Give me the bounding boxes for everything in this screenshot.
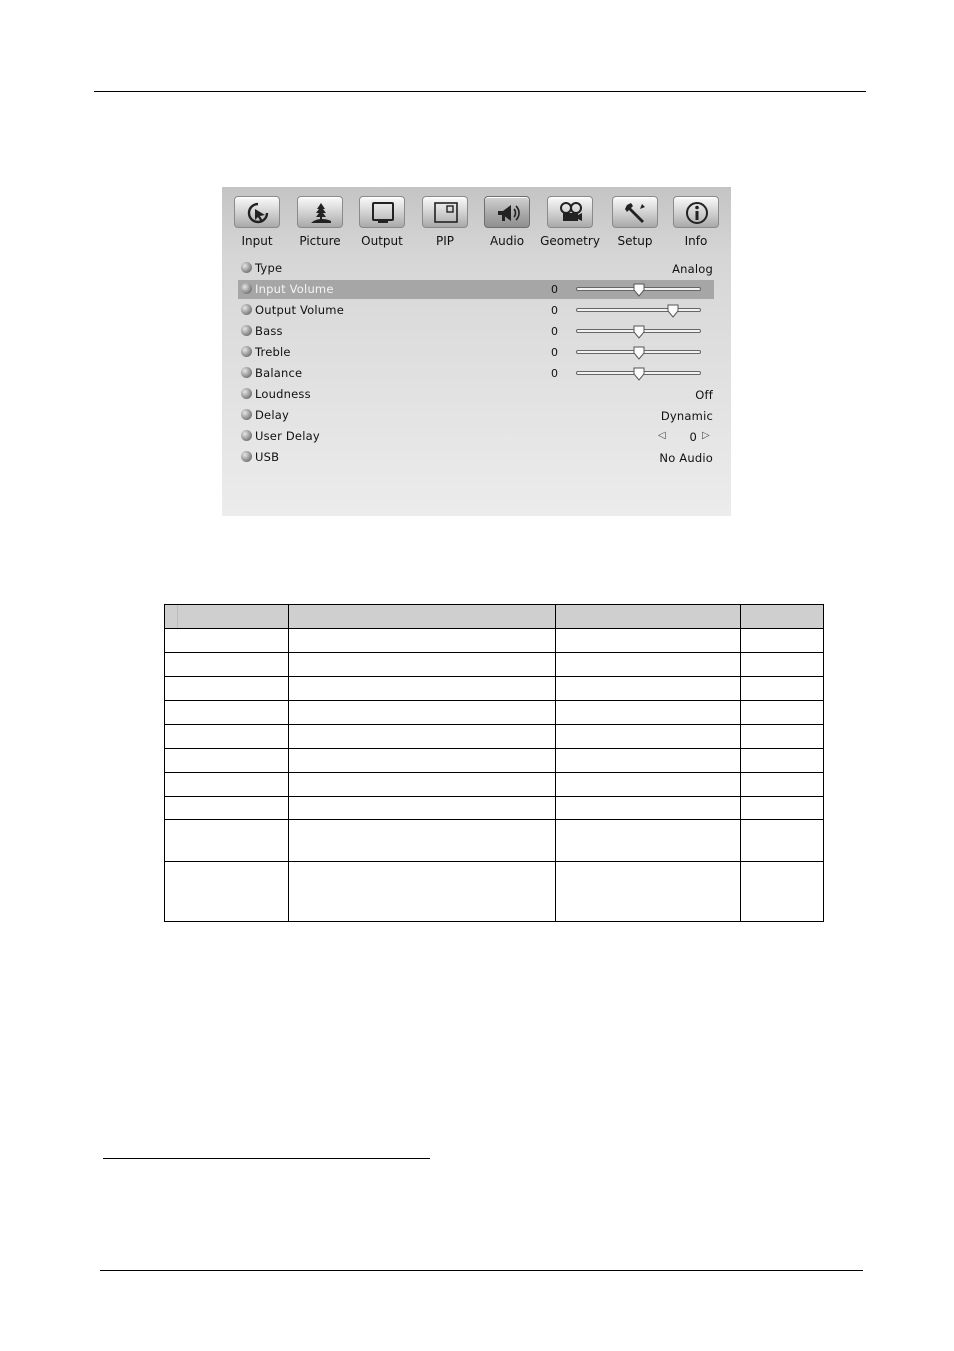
bullet-icon <box>241 367 252 378</box>
footer-rule <box>100 1270 863 1271</box>
treble-slider[interactable] <box>576 350 701 354</box>
bullet-icon <box>241 430 252 441</box>
table-row-divider <box>165 861 823 862</box>
table-row-divider <box>165 676 823 677</box>
arrow-left-icon[interactable]: ◁ <box>658 430 666 441</box>
stepper-value: 0 <box>689 430 697 444</box>
tab-label: Picture <box>299 234 341 248</box>
menu-row-input-volume[interactable] <box>238 280 714 299</box>
menu-row-usb[interactable] <box>238 448 714 467</box>
input-volume-slider[interactable] <box>576 287 701 291</box>
osd-tab-bar <box>222 187 731 257</box>
parameter-table <box>164 604 824 922</box>
tab-label: PIP <box>435 234 454 248</box>
tab-label: Info <box>684 234 708 248</box>
menu-row-label: User Delay <box>255 429 320 443</box>
bullet-icon <box>241 388 252 399</box>
slider-value: 0 <box>551 325 558 338</box>
table-row-divider <box>165 772 823 773</box>
bass-slider[interactable] <box>576 329 701 333</box>
cursor-icon <box>234 196 280 228</box>
tab-setup[interactable] <box>605 196 665 256</box>
landscape-icon <box>297 196 343 228</box>
slider-value: 0 <box>551 304 558 317</box>
monitor-icon <box>359 196 405 228</box>
menu-row-label: Treble <box>255 345 291 359</box>
balance-slider[interactable] <box>576 371 701 375</box>
info-icon <box>673 196 719 228</box>
slider-value: 0 <box>551 367 558 380</box>
slider-thumb[interactable] <box>633 324 645 338</box>
menu-row-label: Loudness <box>255 387 311 401</box>
table-row-divider <box>165 724 823 725</box>
arrow-right-icon[interactable]: ▷ <box>702 430 710 441</box>
menu-row-treble[interactable] <box>238 343 714 362</box>
tab-info[interactable] <box>666 196 726 256</box>
tab-label: Audio <box>489 234 525 248</box>
slider-thumb[interactable] <box>667 303 679 317</box>
tab-label: Setup <box>617 234 653 248</box>
menu-row-balance[interactable] <box>238 364 714 383</box>
table-row-divider <box>165 652 823 653</box>
tab-picture[interactable] <box>290 196 350 256</box>
pip-icon <box>422 196 468 228</box>
audio-osd-menu <box>222 187 731 516</box>
slider-thumb[interactable] <box>633 366 645 380</box>
output-volume-slider[interactable] <box>576 308 701 312</box>
menu-row-label: USB <box>255 450 280 464</box>
header-rule <box>94 91 866 92</box>
tab-label: Geometry <box>540 234 600 248</box>
menu-row-value: Dynamic <box>660 409 713 423</box>
tab-label: Input <box>241 234 273 248</box>
menu-row-label: Balance <box>255 366 303 380</box>
tools-icon <box>612 196 658 228</box>
menu-row-label: Delay <box>255 408 289 422</box>
speaker-icon <box>484 196 530 228</box>
tab-input[interactable] <box>227 196 287 256</box>
menu-row-label: Type <box>255 261 283 275</box>
table-row-divider <box>165 819 823 820</box>
slider-thumb[interactable] <box>633 282 645 296</box>
slider-thumb[interactable] <box>633 345 645 359</box>
menu-row-output-volume[interactable] <box>238 301 714 320</box>
bullet-icon <box>241 262 252 273</box>
tab-geometry[interactable] <box>540 196 600 256</box>
bullet-icon <box>241 451 252 462</box>
menu-row-loudness[interactable] <box>238 385 714 404</box>
menu-row-delay[interactable] <box>238 406 714 425</box>
table-header-row <box>165 605 823 628</box>
footnote-rule <box>103 1158 430 1159</box>
tab-audio[interactable] <box>477 196 537 256</box>
bullet-icon <box>241 304 252 315</box>
bullet-icon <box>241 409 252 420</box>
menu-row-type[interactable] <box>238 259 714 278</box>
menu-row-label: Input Volume <box>255 282 334 296</box>
menu-row-value: No Audio <box>659 451 713 465</box>
table-row-divider <box>165 628 823 629</box>
tab-label: Output <box>361 234 403 248</box>
tab-pip[interactable] <box>415 196 475 256</box>
menu-row-label: Bass <box>255 324 283 338</box>
bullet-icon <box>241 325 252 336</box>
projector-icon <box>547 196 593 228</box>
bullet-icon <box>241 346 252 357</box>
slider-value: 0 <box>551 346 558 359</box>
slider-value: 0 <box>551 283 558 296</box>
bullet-icon <box>241 283 252 294</box>
menu-row-bass[interactable] <box>238 322 714 341</box>
menu-row-value: Analog <box>672 262 713 276</box>
table-row-divider <box>165 700 823 701</box>
menu-row-user-delay[interactable] <box>238 427 714 446</box>
table-row-divider <box>165 796 823 797</box>
menu-row-value: Off <box>695 388 713 402</box>
table-row-divider <box>165 748 823 749</box>
menu-row-label: Output Volume <box>255 303 344 317</box>
tab-output[interactable] <box>352 196 412 256</box>
